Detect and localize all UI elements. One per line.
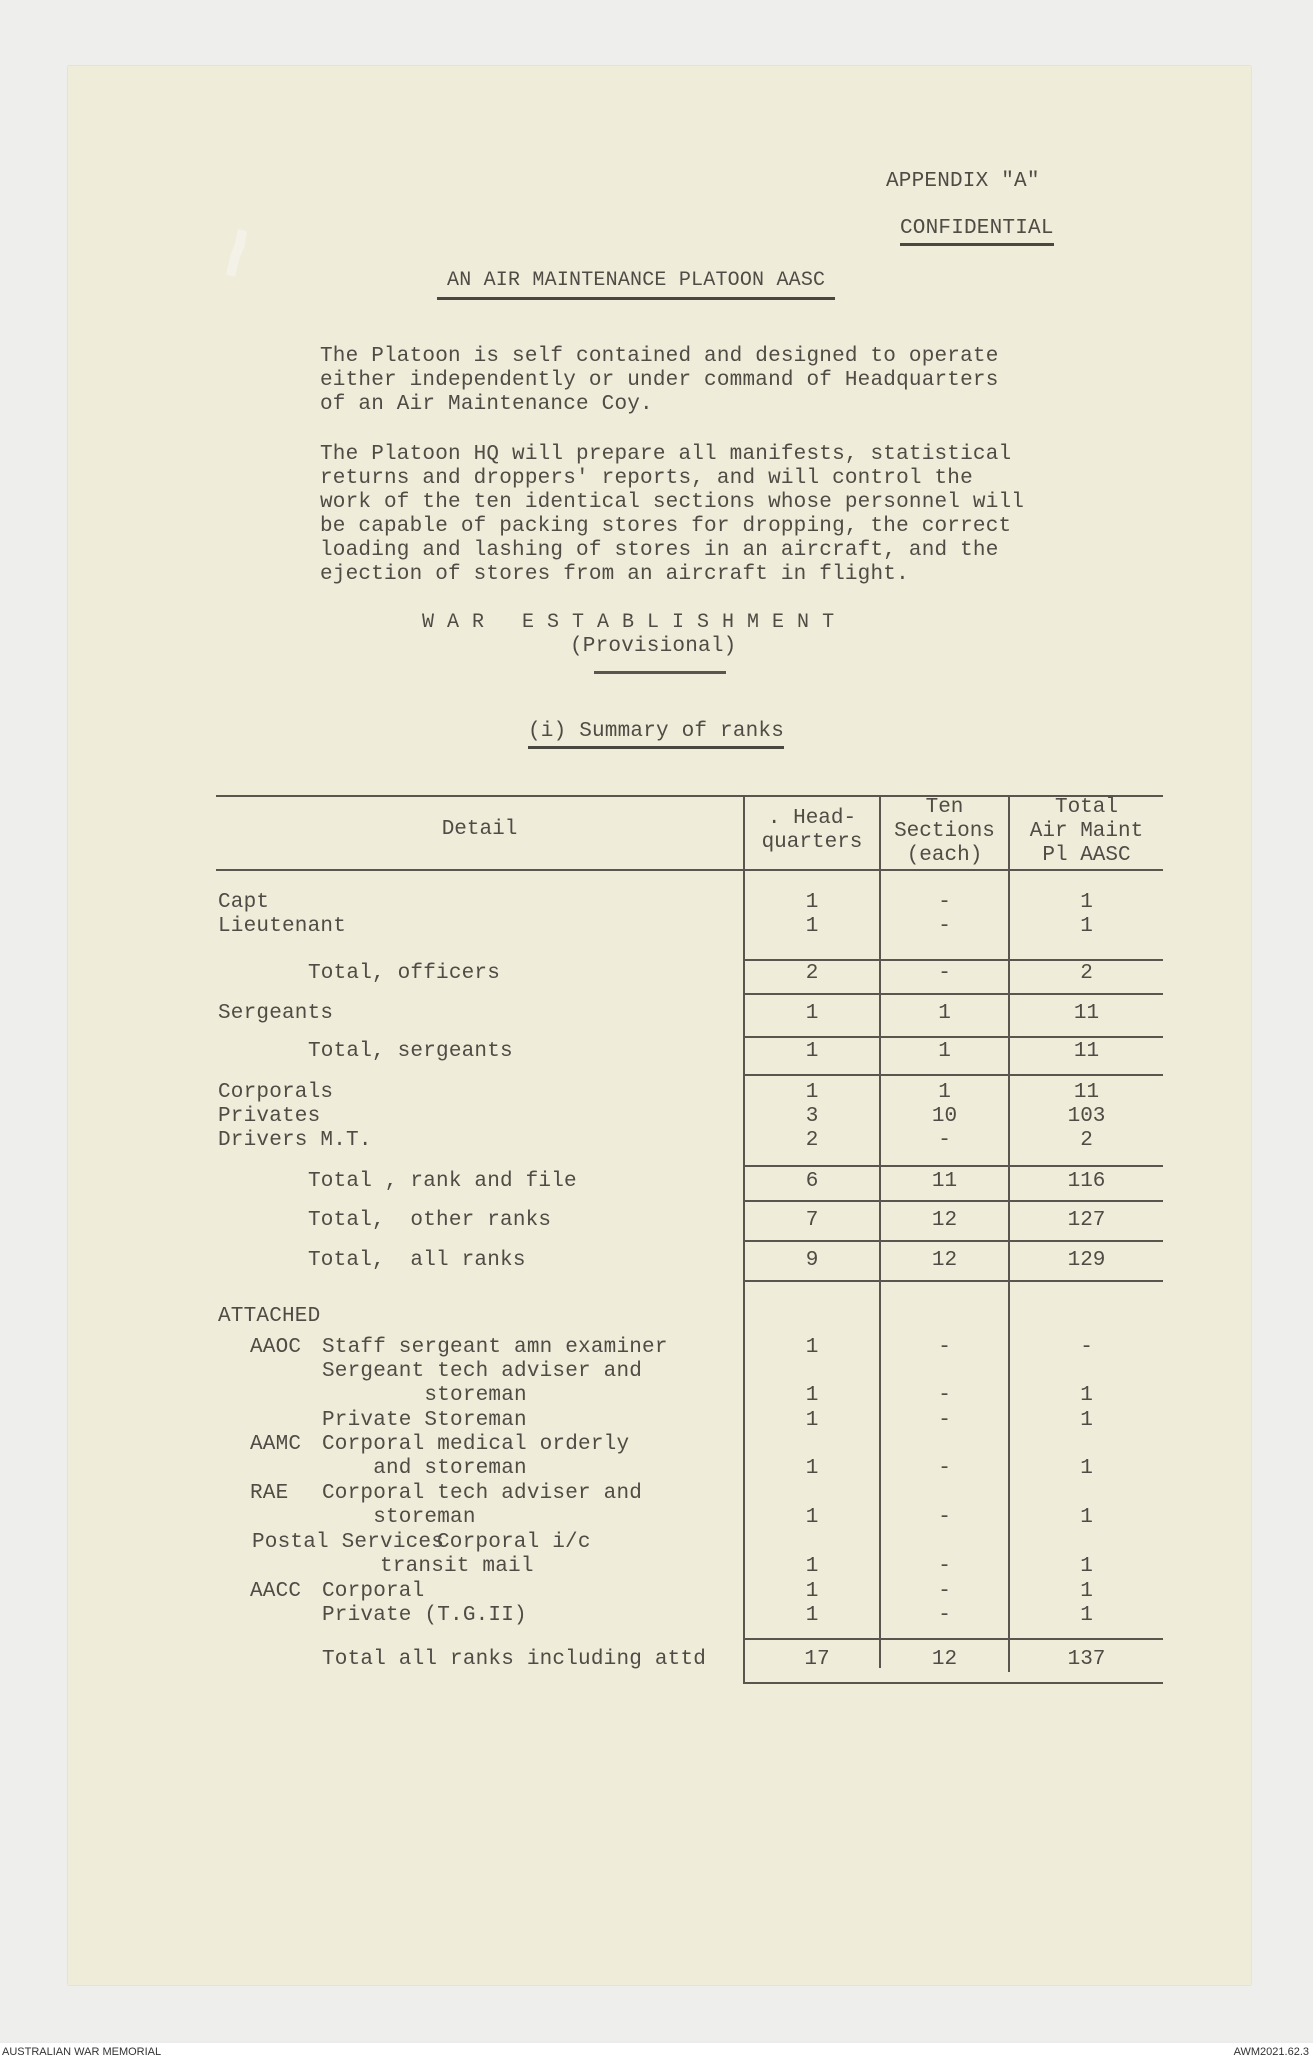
- table-rule: [743, 1036, 1163, 1038]
- header-line: . Head-: [767, 807, 857, 830]
- establishment-subheading: (Provisional): [570, 635, 737, 658]
- header-line: Ten: [925, 796, 964, 819]
- row-hq-value: 2: [805, 962, 819, 985]
- row-total-value: 116: [1067, 1170, 1106, 1193]
- row-label: Total , rank and file: [308, 1170, 577, 1193]
- header-line: (each): [906, 844, 983, 867]
- header-detail: Detail: [441, 818, 518, 841]
- paragraph-line: of an Air Maintenance Coy.: [320, 393, 653, 416]
- table-rule: [743, 1240, 1163, 1242]
- table-rule: [216, 869, 1163, 871]
- paragraph-line: either independently or under command of Headquarters: [320, 369, 999, 392]
- table-rule: [743, 993, 1163, 995]
- row-hq-value: 1: [805, 1081, 819, 1104]
- table-rule: [743, 1280, 1163, 1282]
- row-sections-value: 10: [931, 1105, 958, 1128]
- row-sections-value: 1: [938, 1040, 951, 1063]
- attached-total-value: 1: [1080, 1384, 1093, 1407]
- row-hq-value: 1: [805, 1002, 819, 1025]
- attached-row-label: storeman: [322, 1384, 527, 1407]
- paragraph-line: The Platoon is self contained and designed to operate: [320, 345, 999, 368]
- paragraph-line: The Platoon HQ will prepare all manifests, statistical: [320, 443, 1012, 466]
- row-total-value: 2: [1080, 1129, 1093, 1152]
- corps-label: AACC: [250, 1580, 302, 1603]
- row-label: Total, officers: [308, 962, 501, 985]
- attached-sections-value: -: [938, 1336, 951, 1359]
- row-hq-value: 2: [805, 1129, 819, 1152]
- table-rule: [743, 1200, 1163, 1202]
- appendix-label: APPENDIX "A": [886, 170, 1040, 193]
- paragraph-line: work of the ten identical sections whose personnel will: [320, 491, 1025, 514]
- paragraph-line: returns and droppers' reports, and will control the: [320, 467, 973, 490]
- classification-label: CONFIDENTIAL: [900, 217, 1054, 246]
- attached-hq-value: 1: [805, 1384, 819, 1407]
- row-hq-value: 7: [805, 1209, 819, 1232]
- attached-hq-value: 1: [805, 1336, 819, 1359]
- row-hq-value: 3: [805, 1105, 819, 1128]
- grand-total-hq: 17: [804, 1648, 830, 1671]
- row-label: Total, other ranks: [308, 1209, 552, 1232]
- row-label: Drivers M.T.: [218, 1129, 372, 1152]
- footer-credit: AUSTRALIAN WAR MEMORIAL: [2, 2046, 162, 2058]
- attached-row-label: Private (T.G.II): [322, 1604, 527, 1627]
- corps-label: Postal Services: [252, 1531, 445, 1554]
- attached-hq-value: 1: [805, 1506, 819, 1529]
- row-sections-value: 12: [931, 1249, 958, 1272]
- corps-label: AAOC: [250, 1336, 302, 1359]
- header-line: quarters: [761, 831, 863, 854]
- attached-row-label: Staff sergeant amn examiner: [322, 1336, 668, 1359]
- table-rule: [743, 1165, 1163, 1167]
- attached-sections-value: -: [938, 1409, 951, 1432]
- row-sections-value: 11: [931, 1170, 958, 1193]
- row-label: Capt: [218, 891, 270, 914]
- attached-row-label: Corporal medical orderly: [322, 1433, 630, 1456]
- attached-hq-value: 1: [805, 1409, 819, 1432]
- row-sections-value: -: [938, 1129, 951, 1152]
- attached-row-label: Sergeant tech adviser and: [322, 1360, 643, 1383]
- row-sections-value: -: [938, 891, 951, 914]
- row-total-value: 127: [1067, 1209, 1106, 1232]
- header-line: Sections: [894, 820, 995, 843]
- attached-row-label: Corporal tech adviser and: [322, 1482, 643, 1505]
- attached-row-label: and storeman: [322, 1457, 527, 1480]
- attached-sections-value: -: [938, 1604, 951, 1627]
- row-total-value: 11: [1073, 1002, 1100, 1025]
- attached-sections-value: -: [938, 1555, 951, 1578]
- header-line: Air Maint: [1029, 820, 1144, 843]
- attached-hq-value: 1: [805, 1555, 819, 1578]
- attached-total-value: 1: [1080, 1604, 1093, 1627]
- row-sections-value: -: [938, 915, 951, 938]
- row-total-value: 1: [1080, 891, 1093, 914]
- footer-bar: [0, 2043, 1313, 2061]
- attached-row-label: transit mail: [380, 1555, 534, 1578]
- attached-heading: ATTACHED: [218, 1305, 321, 1328]
- row-sections-value: 1: [938, 1002, 951, 1025]
- paper-tear: [226, 229, 256, 277]
- grand-total-total: 137: [1067, 1648, 1106, 1671]
- table-rule: [743, 1638, 1163, 1640]
- attached-row-label: Private Storeman: [322, 1409, 527, 1432]
- establishment-heading: W A R E S T A B L I S H M E N T: [422, 611, 835, 634]
- attached-total-value: 1: [1080, 1555, 1093, 1578]
- row-hq-value: 1: [805, 891, 819, 914]
- row-total-value: 1: [1080, 915, 1093, 938]
- row-total-value: 103: [1067, 1105, 1106, 1128]
- row-hq-value: 1: [805, 1040, 819, 1063]
- row-total-value: 2: [1080, 962, 1093, 985]
- attached-row-label: storeman: [322, 1506, 476, 1529]
- row-label: Total, all ranks: [308, 1249, 526, 1272]
- grand-total-sections: 12: [931, 1648, 958, 1671]
- row-sections-value: -: [938, 962, 951, 985]
- attached-hq-value: 1: [805, 1457, 819, 1480]
- row-sections-value: 12: [931, 1209, 958, 1232]
- table-rule: [743, 1074, 1163, 1076]
- row-label: Sergeants: [218, 1002, 334, 1025]
- attached-total-value: 1: [1080, 1457, 1093, 1480]
- header-line: Total: [1054, 796, 1118, 819]
- row-label: Total, sergeants: [308, 1040, 513, 1063]
- attached-sections-value: -: [938, 1580, 951, 1603]
- footer-accession-number: AWM2021.62.3: [1233, 2046, 1309, 2058]
- table-rule: [743, 1682, 1163, 1684]
- grand-total-label: Total all ranks including attd: [322, 1648, 707, 1671]
- attached-total-value: 1: [1080, 1409, 1093, 1432]
- header-line: Pl AASC: [1042, 844, 1131, 867]
- row-hq-value: 9: [805, 1249, 819, 1272]
- row-hq-value: 6: [805, 1170, 819, 1193]
- section-heading: (i) Summary of ranks: [528, 720, 784, 749]
- row-hq-value: 1: [805, 915, 819, 938]
- attached-sections-value: -: [938, 1384, 951, 1407]
- attached-hq-value: 1: [805, 1580, 819, 1603]
- row-label: Corporals: [218, 1081, 334, 1104]
- row-total-value: 11: [1073, 1040, 1100, 1063]
- divider: [594, 671, 726, 674]
- paragraph-line: be capable of packing stores for dropping, the correct: [320, 515, 1012, 538]
- row-sections-value: 1: [938, 1081, 951, 1104]
- corps-label: RAE: [250, 1482, 289, 1505]
- row-label: Lieutenant: [218, 915, 347, 938]
- attached-sections-value: -: [938, 1457, 951, 1480]
- paragraph-line: ejection of stores from an aircraft in flight.: [320, 563, 909, 586]
- attached-hq-value: 1: [805, 1604, 819, 1627]
- paragraph-line: loading and lashing of stores in an aircraft, and the: [320, 539, 999, 562]
- row-total-value: 11: [1073, 1081, 1100, 1104]
- attached-total-value: -: [1080, 1336, 1093, 1359]
- attached-sections-value: -: [938, 1506, 951, 1529]
- table-rule: [743, 959, 1163, 961]
- attached-total-value: 1: [1080, 1506, 1093, 1529]
- corps-label: AAMC: [250, 1433, 302, 1456]
- attached-total-value: 1: [1080, 1580, 1093, 1603]
- row-label: Privates: [218, 1105, 321, 1128]
- document-title: AN AIR MAINTENANCE PLATOON AASC: [437, 269, 835, 300]
- row-total-value: 129: [1067, 1249, 1106, 1272]
- attached-row-label: Corporal i/c: [437, 1531, 591, 1554]
- attached-row-label: Corporal: [322, 1580, 425, 1603]
